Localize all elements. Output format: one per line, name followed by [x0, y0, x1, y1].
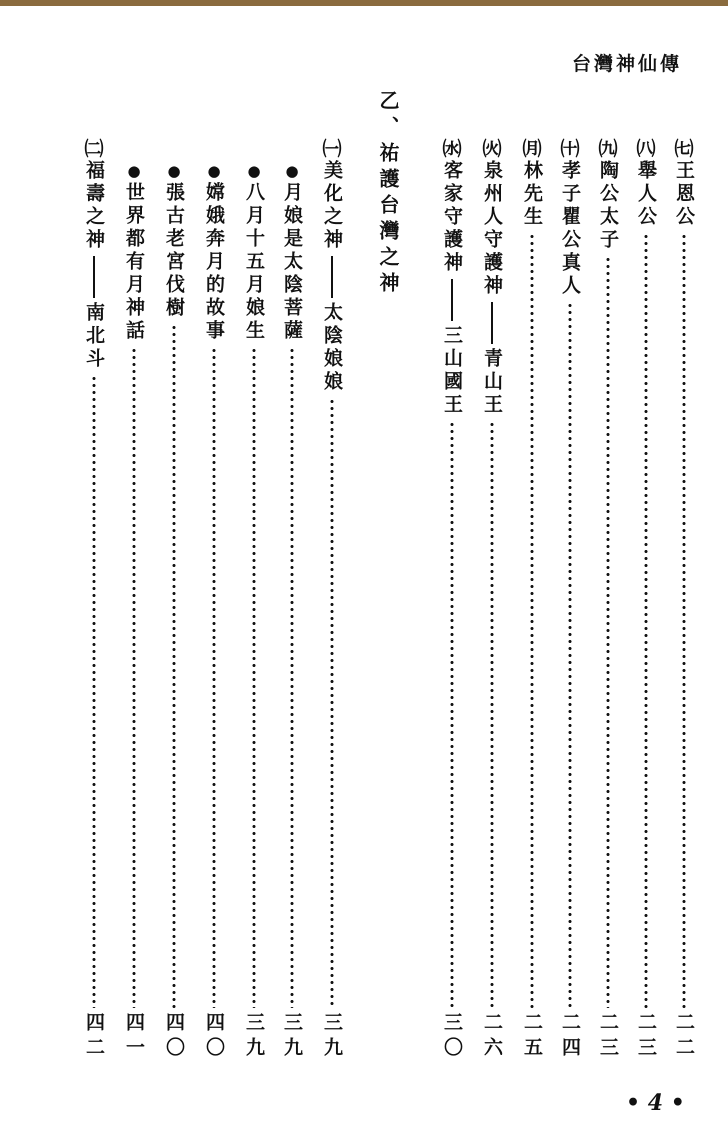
entry-title: 八月十五月娘生: [243, 182, 265, 343]
entry-marker: ㈡: [84, 138, 104, 160]
entry-marker: ㈫: [482, 138, 502, 160]
entry-page: 四〇: [203, 1012, 225, 1062]
entry-page: 二五: [521, 1012, 543, 1062]
entry-title: 陶公太子: [597, 160, 619, 252]
dot-leader: [330, 398, 334, 1008]
entry-marker: ㈨: [598, 138, 618, 160]
entry-page: 四〇: [163, 1012, 185, 1062]
bullet-icon: ●: [285, 162, 299, 180]
entry-subtitle: 太陰娘娘: [321, 302, 343, 394]
toc-entry[interactable]: [632, 138, 660, 1068]
em-dash: [331, 256, 333, 298]
entry-page: 三九: [243, 1012, 265, 1062]
bullet-icon: ●: [167, 162, 181, 180]
dot-leader: [212, 347, 216, 1008]
book-title-header: 台灣神仙傳: [571, 53, 682, 75]
entry-marker: ㈩: [560, 138, 580, 160]
dot-leader: [606, 256, 610, 1008]
toc-entry[interactable]: [80, 138, 108, 1068]
dot-leader: [92, 375, 96, 1008]
entry-marker: ㈠: [322, 138, 342, 160]
entry-title: 張古老宮伐樹: [163, 182, 185, 320]
toc-subentry[interactable]: [278, 160, 306, 1068]
entry-title: 林先生: [521, 160, 543, 229]
entry-page: 三九: [281, 1012, 303, 1062]
toc-subentry[interactable]: [240, 160, 268, 1068]
entry-title: 世界都有月神話: [123, 182, 145, 343]
dot-leader: [132, 347, 136, 1008]
entry-page: 二三: [597, 1012, 619, 1062]
bullet-icon: ●: [207, 162, 221, 180]
toc-entry[interactable]: [670, 138, 698, 1068]
entry-page: 四一: [123, 1012, 145, 1062]
entry-title: 美化之神: [321, 160, 343, 252]
entry-marker: ㈬: [442, 138, 462, 160]
em-dash: [93, 256, 95, 298]
toc-entry[interactable]: [318, 138, 346, 1068]
entry-title: 客家守護神: [441, 160, 463, 275]
dot-leader: [290, 347, 294, 1008]
entry-marker: ㈧: [636, 138, 656, 160]
top-border: [0, 0, 728, 6]
entry-subtitle: 青山王: [481, 348, 503, 417]
entry-subtitle: 南北斗: [83, 302, 105, 371]
page-number: • 4 •: [626, 1090, 685, 1116]
entry-page: 三〇: [441, 1012, 463, 1062]
entry-subtitle: 三山國王: [441, 325, 463, 417]
em-dash: [451, 279, 453, 321]
bullet-icon: ●: [247, 162, 261, 180]
entry-page: 二二: [673, 1012, 695, 1062]
entry-marker: ㈦: [674, 138, 694, 160]
entry-title: 泉州人守護神: [481, 160, 503, 298]
entry-title: 福壽之神: [83, 160, 105, 252]
toc-entry[interactable]: [518, 138, 546, 1068]
entry-title: 舉人公: [635, 160, 657, 229]
dot-leader: [252, 347, 256, 1008]
toc-subentry[interactable]: [160, 160, 188, 1068]
toc-subentry[interactable]: [200, 160, 228, 1068]
bullet-icon: ●: [127, 162, 141, 180]
dot-leader: [568, 302, 572, 1008]
entry-page: 二四: [559, 1012, 581, 1062]
toc-entry[interactable]: [438, 138, 466, 1068]
toc-entry[interactable]: [556, 138, 584, 1068]
entry-page: 三九: [321, 1012, 343, 1062]
dot-leader: [490, 421, 494, 1008]
dot-leader: [644, 233, 648, 1008]
dot-leader: [450, 421, 454, 1008]
entry-page: 二六: [481, 1012, 503, 1062]
section-heading: [374, 90, 402, 298]
toc-entry[interactable]: [594, 138, 622, 1068]
dot-leader: [682, 233, 686, 1008]
dot-leader: [530, 233, 534, 1008]
entry-marker: ㈪: [522, 138, 542, 160]
entry-title: 嫦娥奔月的故事: [203, 182, 225, 343]
toc-subentry[interactable]: [120, 160, 148, 1068]
entry-title: 王恩公: [673, 160, 695, 229]
entry-page: 二三: [635, 1012, 657, 1062]
toc-entry[interactable]: [478, 138, 506, 1068]
section-title: 乙、祐護台灣之神: [376, 90, 400, 298]
dot-leader: [172, 324, 176, 1008]
entry-page: 四二: [83, 1012, 105, 1062]
entry-title: 月娘是太陰菩薩: [281, 182, 303, 343]
em-dash: [491, 302, 493, 344]
entry-title: 孝子瞿公真人: [559, 160, 581, 298]
